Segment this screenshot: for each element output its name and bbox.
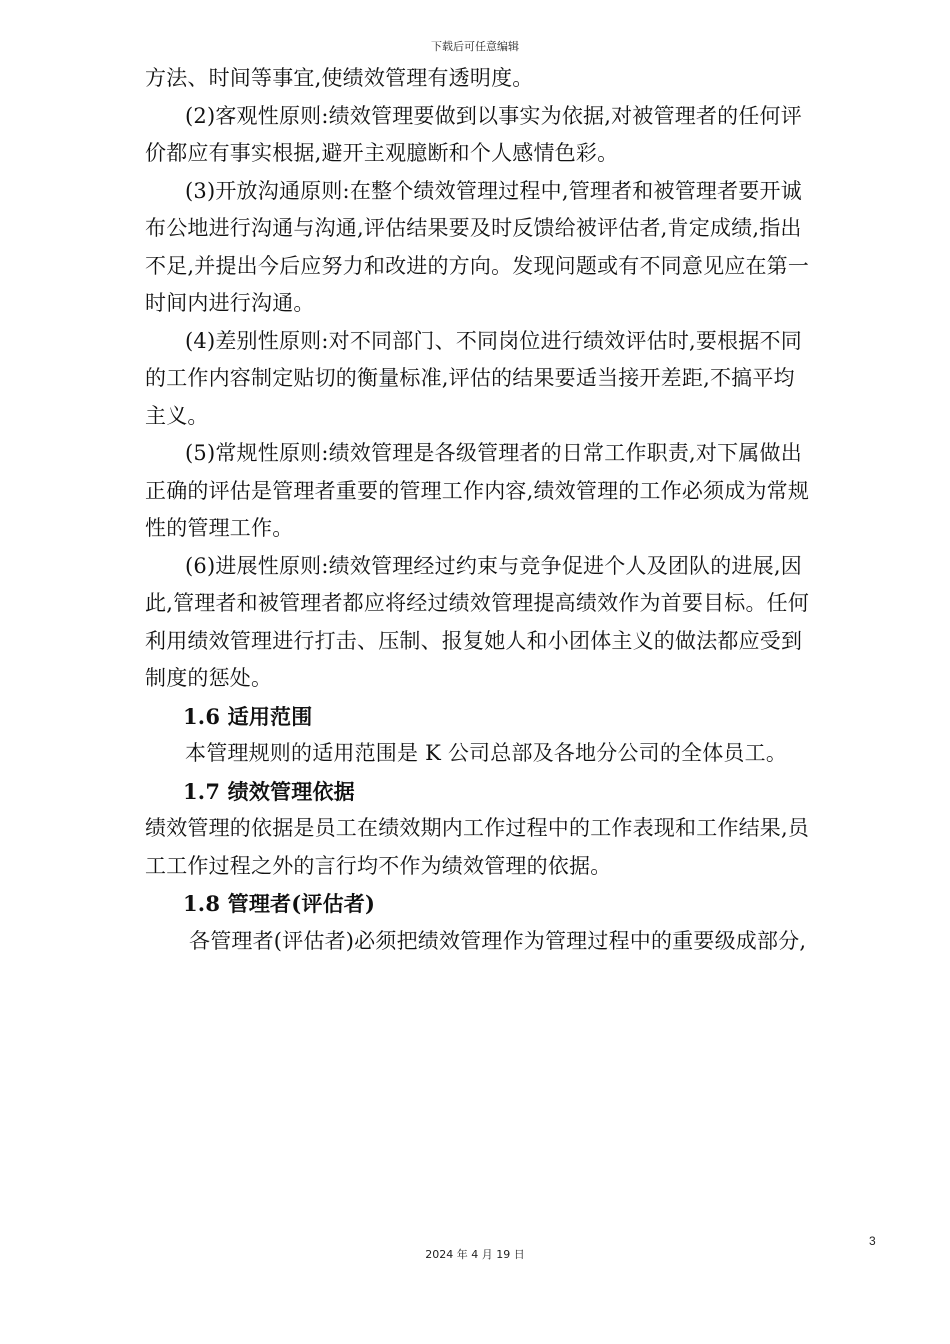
document-body xyxy=(145,60,880,960)
paragraph-line: 绩效管理的依据是员工在绩效期内工作过程中的工作表现和工作结果,员 xyxy=(145,816,810,840)
paragraph-line: 正确的评估是管理者重要的管理工作内容,绩效管理的工作必须成为常规 xyxy=(145,478,810,503)
paragraph-line: 本管理规则的适用范围是 K 公司总部及各地分公司的全体员工。 xyxy=(185,741,788,765)
paragraph-line: 的工作内容制定贴切的衡量标准,评估的结果要适当接开差距,不搞平均 xyxy=(145,366,795,390)
section-heading: 1.7 绩效管理依据 xyxy=(183,778,355,804)
paragraph-line: 性的管理工作。 xyxy=(145,516,294,540)
paragraph-line: 各管理者(评估者)必须把绩效管理作为管理过程中的重要级成部分, xyxy=(189,928,807,953)
paragraph-line: (4)差别性原则:对不同部门、不同岗位进行绩效评估时,要根据不同 xyxy=(185,328,802,353)
paragraph-line: 不足,并提出今后应努力和改进的方向。发现问题或有不同意见应在第一 xyxy=(145,253,810,278)
paragraph-line: 工工作过程之外的言行均不作为绩效管理的依据。 xyxy=(145,853,612,878)
page-footer-date: 2024 年 4 月 19 日 xyxy=(425,1248,525,1261)
page-header: 下载后可任意编辑 xyxy=(431,40,519,53)
paragraph-line: 价都应有事实根据,避开主观臆断和个人感情色彩。 xyxy=(145,141,619,165)
paragraph-line: 布公地进行沟通与沟通,评估结果要及时反馈给被评估者,肯定成绩,指出 xyxy=(145,216,802,240)
paragraph-line: 主义。 xyxy=(145,403,209,428)
page-number: 3 xyxy=(869,1234,876,1248)
paragraph-line: 时间内进行沟通。 xyxy=(145,291,315,315)
paragraph-line: (5)常规性原则:绩效管理是各级管理者的日常工作职责,对下属做出 xyxy=(185,441,802,465)
paragraph-line: 制度的惩处。 xyxy=(145,666,273,690)
paragraph-line: 此,管理者和被管理者都应将经过绩效管理提高绩效作为首要目标。任何 xyxy=(145,591,810,615)
paragraph-line: 利用绩效管理进行打击、压制、报复她人和小团体主义的做法都应受到 xyxy=(145,628,803,653)
section-heading: 1.6 适用范围 xyxy=(183,703,313,729)
paragraph-line: (3)开放沟通原则:在整个绩效管理过程中,管理者和被管理者要开诚 xyxy=(185,178,802,203)
paragraph-line: (6)进展性原则:绩效管理经过约束与竞争促进个人及团队的进展,因 xyxy=(185,553,802,578)
section-heading: 1.8 管理者(评估者) xyxy=(183,891,376,916)
paragraph-line: 方法、时间等事宜,使绩效管理有透明度。 xyxy=(145,66,534,90)
paragraph-line: (2)客观性原则:绩效管理要做到以事实为依据,对被管理者的任何评 xyxy=(185,103,802,128)
